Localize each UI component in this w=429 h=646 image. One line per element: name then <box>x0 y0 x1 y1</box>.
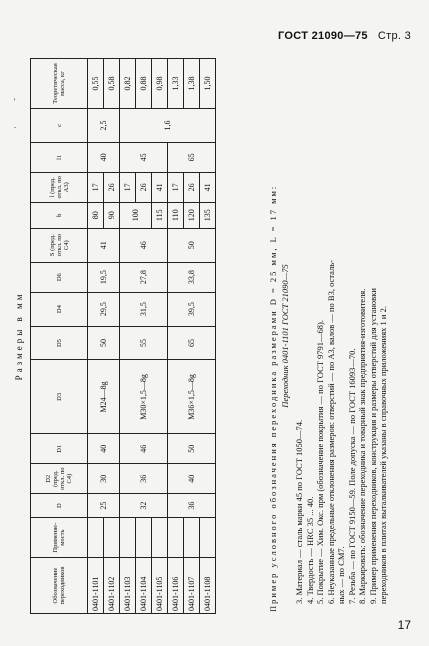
designation-cell: 0401-1103 <box>120 558 136 614</box>
col-header-d: D <box>31 494 88 518</box>
mass-cell: 0,55 <box>88 59 104 109</box>
col-header-d4: D4 <box>31 292 88 326</box>
designation-cell: 0401-1102 <box>104 558 120 614</box>
applicability-cell <box>104 518 120 558</box>
dimensions-table <box>30 58 216 614</box>
col-header-s: S (пред. откл. по C4) <box>31 228 88 262</box>
applicability-cell <box>184 518 200 558</box>
note-item: 8. Маркировать: обозначение переходника и товарный знак предприятия-изготовителя. <box>357 288 367 604</box>
applicability-cell <box>200 518 216 558</box>
page-header <box>278 30 411 42</box>
margin-mark: . <box>14 121 16 130</box>
d6-cell: 19,5 <box>88 262 120 292</box>
d6-cell: 27,8 <box>120 262 168 292</box>
note-item: 6. Неуказанные предельные отклонения размеров: отверстий — по A3, валов — по B3, осталь- <box>325 260 336 604</box>
d-cell: 32 <box>120 494 168 518</box>
example-title: Пример условного обозначения переходника размерами D = 25 мм, L = 17 мм: <box>268 184 278 612</box>
margin-mark: ' <box>14 97 16 106</box>
d5-cell: 50 <box>88 326 120 360</box>
l1-cell: 40 <box>88 142 120 172</box>
standard-number: ГОСТ 21090—75 <box>278 30 368 42</box>
table-row <box>168 59 184 614</box>
d5-cell: 55 <box>120 326 168 360</box>
s-cell: 41 <box>88 228 120 262</box>
l-cell: 17 <box>168 172 184 202</box>
example-text: Переходник 0401-1101 ГОСТ 21090—75 <box>280 264 290 408</box>
mass-cell: 1,38 <box>184 59 200 109</box>
d4-cell: 29,5 <box>88 292 120 326</box>
d2-cell: 40 <box>168 464 216 494</box>
rotated-content <box>10 56 410 616</box>
b-cell: 100 <box>120 202 152 228</box>
d6-cell: 33,8 <box>168 262 216 292</box>
table-title: Размеры в мм <box>14 291 24 381</box>
designation-cell: 0401-1105 <box>152 558 168 614</box>
d4-cell: 31,5 <box>120 292 168 326</box>
designation-cell: 0401-1101 <box>88 558 104 614</box>
l-cell: 17 <box>120 172 136 202</box>
page-number: 17 <box>397 618 411 632</box>
designation-cell: 0401-1106 <box>168 558 184 614</box>
applicability-cell <box>168 518 184 558</box>
mass-cell: 0,98 <box>152 59 168 109</box>
table-header-row <box>31 59 88 614</box>
s-cell: 50 <box>168 228 216 262</box>
notes <box>294 60 389 604</box>
b-cell: 80 <box>88 202 104 228</box>
c-cell: 2,5 <box>88 109 120 143</box>
applicability-cell <box>136 518 152 558</box>
note-item: ных — по CM7. <box>336 546 346 604</box>
l1-cell: 45 <box>120 142 168 172</box>
d4-cell: 39,5 <box>168 292 216 326</box>
l-cell: 26 <box>136 172 152 202</box>
note-item: 3. Материал — сталь марки 45 по ГОСТ 1050—74. <box>294 419 304 604</box>
table-row <box>120 59 136 614</box>
applicability-cell <box>152 518 168 558</box>
b-cell: 90 <box>104 202 120 228</box>
l-cell: 17 <box>88 172 104 202</box>
d2-cell: 36 <box>120 464 168 494</box>
designation-cell: 0401-1104 <box>136 558 152 614</box>
designation-cell: 0401-1107 <box>184 558 200 614</box>
page-label: Стр. 3 <box>377 30 411 42</box>
col-header-designation: Обозначение переходников <box>31 558 88 614</box>
designation-cell: 0401-1108 <box>200 558 216 614</box>
col-header-b: b <box>31 202 88 228</box>
col-header-d2: D2 (пред. откл. по C4) <box>31 464 88 494</box>
d1-cell: 46 <box>120 434 168 464</box>
b-cell: 120 <box>184 202 200 228</box>
mass-cell: 0,88 <box>136 59 152 109</box>
table-row <box>88 59 104 614</box>
col-header-d5: D5 <box>31 326 88 360</box>
mass-cell: 1,50 <box>200 59 216 109</box>
d3-cell: M24—8g <box>88 360 120 434</box>
col-header-applicability: Применяемость <box>31 518 88 558</box>
s-cell: 46 <box>120 228 168 262</box>
col-header-c: c <box>31 109 88 143</box>
col-header-d1: D1 <box>31 434 88 464</box>
note-item: 9. Пример применения переходников, конструкция и размеры отверстий для установки <box>367 288 378 604</box>
d-cell: 25 <box>88 494 120 518</box>
d3-cell: M36×1,5—8g <box>168 360 216 434</box>
b-cell: 110 <box>168 202 184 228</box>
d1-cell: 40 <box>88 434 120 464</box>
d2-cell: 30 <box>88 464 120 494</box>
d5-cell: 65 <box>168 326 216 360</box>
col-header-mass: Теоретическая масса, кг <box>31 59 88 109</box>
note-item: 7. Резьба — по ГОСТ 9150—59. Поле допуска — по ГОСТ 16093—70. <box>346 348 357 604</box>
mass-cell: 1,33 <box>168 59 184 109</box>
note-item: 4. Твердость — HRC 35 ... 40. <box>304 496 315 604</box>
l-cell: 26 <box>104 172 120 202</box>
d-cell: 36 <box>168 494 216 518</box>
applicability-cell <box>120 518 136 558</box>
mass-cell: 0,58 <box>104 59 120 109</box>
l-cell: 41 <box>200 172 216 202</box>
note-item: 5. Покрытие — Хим. Окс. прм (обозначение покрытия — по ГОСТ 9791—68). <box>315 320 325 604</box>
l-cell: 41 <box>152 172 168 202</box>
l1-cell: 65 <box>168 142 216 172</box>
l-cell: 26 <box>184 172 200 202</box>
note-item: переходников в плитах выталкивателей указаны в справочных приложениях 1 и 2. <box>378 306 388 604</box>
col-header-l1: l1 <box>31 142 88 172</box>
col-header-l: l (пред. откл. по A3) <box>31 172 88 202</box>
c-cell: 1,6 <box>120 109 216 143</box>
d3-cell: M30×1,5—8g <box>120 360 168 434</box>
mass-cell: 0,82 <box>120 59 136 109</box>
b-cell: 135 <box>200 202 216 228</box>
col-header-d6: D6 <box>31 262 88 292</box>
applicability-cell <box>88 518 104 558</box>
col-header-d3: D3 <box>31 360 88 434</box>
d1-cell: 50 <box>168 434 216 464</box>
b-cell: 115 <box>152 202 168 228</box>
